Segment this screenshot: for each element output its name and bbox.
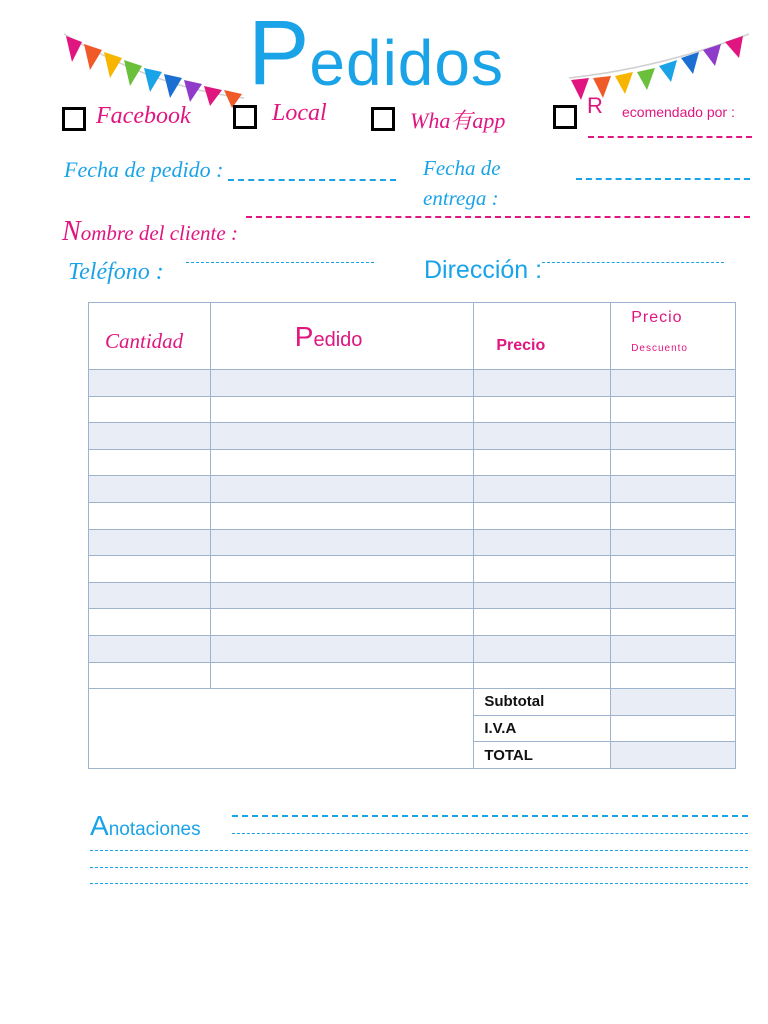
header-quantity: Cantidad [105,329,184,353]
local-checkbox[interactable] [233,105,257,129]
table-row [89,423,736,450]
table-row [89,582,736,609]
header-discount-line1: Precio [631,309,683,326]
header-order-rest: edido [313,329,363,351]
page-title [248,2,504,104]
total-label: TOTAL [474,742,611,769]
iva-label: I.V.A [474,715,611,742]
header-discount-cell [611,303,736,370]
title-rest: edidos [309,27,504,99]
header-quantity-cell [89,303,211,370]
notes-line-4[interactable] [90,867,748,868]
table-row [89,662,736,689]
bunting-left [60,28,250,108]
facebook-checkbox[interactable] [62,107,86,131]
subtotal-label: Subtotal [474,689,611,716]
table-row [89,609,736,636]
header-discount-line2: Descuento [631,343,688,354]
table-row [89,635,736,662]
phone-line[interactable] [186,262,374,263]
notes-initial: A [90,810,109,841]
notes-rest: notaciones [108,819,201,840]
header-order [295,321,363,353]
delivery-date-label-2: entrega : [423,186,499,210]
phone-label: Teléfono : [68,259,164,285]
table-row [89,396,736,423]
table-row [89,449,736,476]
header-order-cell [210,303,474,370]
table-header-row [89,303,736,370]
recommended-line[interactable] [588,136,752,138]
header-order-initial: P [294,321,314,352]
table-row [89,476,736,503]
iva-value[interactable] [611,715,736,742]
order-date-line[interactable] [228,179,396,181]
recommended-label: ecomendado por : [622,104,735,120]
header-price-cell [474,303,611,370]
whatsapp-label: Wha有app [410,108,506,133]
notes-line-5[interactable] [90,883,748,884]
orders-table [88,302,736,769]
client-name-initial: N [62,216,81,247]
address-label: Dirección : [424,256,543,284]
header-price: Precio [496,337,546,354]
notes-label [90,810,201,842]
table-row [89,529,736,556]
client-name-rest: ombre del cliente : [80,221,238,245]
client-name-label [62,216,238,248]
title-initial: P [248,2,310,104]
table-row [89,502,736,529]
address-line[interactable] [542,262,724,263]
table-row [89,370,736,397]
notes-line-3[interactable] [90,850,748,851]
total-value[interactable] [611,742,736,769]
whatsapp-checkbox[interactable] [371,107,395,131]
table-row [89,556,736,583]
order-date-label: Fecha de pedido : [64,157,224,182]
totals-blank-area [89,689,474,769]
notes-line-1[interactable] [232,815,748,817]
facebook-label: Facebook [96,103,191,129]
delivery-date-line[interactable] [576,178,750,180]
local-label: Local [272,100,327,126]
recommended-initial: R [587,93,603,118]
delivery-date-label-1: Fecha de [423,156,501,180]
notes-line-2[interactable] [232,833,748,834]
totals-row-subtotal [89,689,736,716]
subtotal-value[interactable] [611,689,736,716]
client-name-line[interactable] [246,216,750,218]
recommended-checkbox[interactable] [553,105,577,129]
